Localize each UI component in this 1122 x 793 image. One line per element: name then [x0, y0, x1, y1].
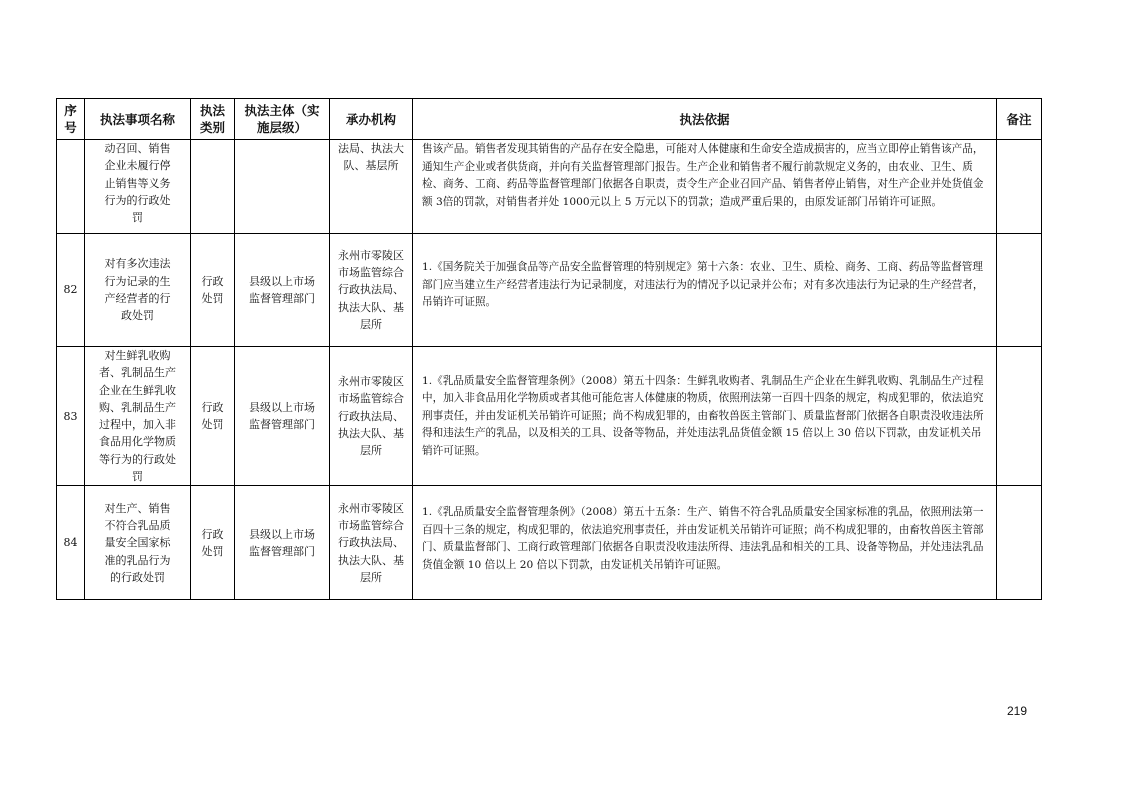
- item-name: 动召回、销售企业未履行停止销售等义务行为的行政处罚: [85, 140, 191, 234]
- row-number: [57, 140, 85, 234]
- header-category: 执法类别: [191, 99, 235, 140]
- item-name: 对有多次违法行为记录的生产经营者的行政处罚: [85, 234, 191, 347]
- item-remarks: [997, 140, 1042, 234]
- table-row: [57, 140, 1042, 234]
- item-subject: [235, 140, 330, 234]
- table-row: [57, 486, 1042, 600]
- row-number: 84: [57, 486, 85, 600]
- item-category: [191, 140, 235, 234]
- item-name: 对生鲜乳收购者、乳制品生产企业在生鲜乳收购、乳制品生产过程中，加入非食品用化学物质等行为的行政处罚: [85, 347, 191, 486]
- item-remarks: [997, 234, 1042, 347]
- item-name: 对生产、销售不符合乳品质量安全国家标准的乳品行为的行政处罚: [85, 486, 191, 600]
- row-number: 82: [57, 234, 85, 347]
- enforcement-items-table: [56, 98, 1042, 600]
- page-number: 219: [1007, 704, 1028, 718]
- item-category: 行政处罚: [191, 486, 235, 600]
- header-subject: 执法主体（实施层级）: [235, 99, 330, 140]
- item-org: 永州市零陵区市场监管综合行政执法局、执法大队、基层所: [330, 234, 413, 347]
- item-org: 法局、执法大队、基层所: [330, 140, 413, 234]
- item-remarks: [997, 486, 1042, 600]
- item-basis: 1.《乳品质量安全监督管理条例》（2008）第五十四条：生鲜乳收购者、乳制品生产企业在生鲜乳收购、乳制品生产过程中，加入非食品用化学物质或者其他可能危害人体健康的物质，依照刑法第一百四十四条的规定，构成犯罪的，依法追究刑事责任，并由发证机关吊销许可证照；尚不构成犯罪的，由畜牧兽医主管部门、质量监督部门依据各自职责没收违法所得和违法生产的乳品，以及相关的工具、设备等物品，并处违法乳品货值金额 15 倍以上 30 倍以下罚款，由发证机关吊销许可证照。: [413, 347, 997, 486]
- header-org: 承办机构: [330, 99, 413, 140]
- table-header-row: [57, 99, 1042, 140]
- item-basis: 1.《乳品质量安全监督管理条例》（2008）第五十五条：生产、销售不符合乳品质量安全国家标准的乳品，依照刑法第一百四十三条的规定，构成犯罪的，依法追究刑事责任，并由发证机关吊销许可证照；尚不构成犯罪的，由畜牧兽医主管部门、质量监督部门、工商行政管理部门依据各自职责没收违法所得、违法乳品和相关的工具、设备等物品，并处违法乳品货值金额 10 倍以上 20 倍以下罚款，由发证机关吊销许可证照。: [413, 486, 997, 600]
- header-remarks: 备注: [997, 99, 1042, 140]
- item-subject: 县级以上市场监督管理部门: [235, 486, 330, 600]
- item-org: 永州市零陵区市场监管综合行政执法局、执法大队、基层所: [330, 347, 413, 486]
- item-subject: 县级以上市场监督管理部门: [235, 234, 330, 347]
- item-category: 行政处罚: [191, 234, 235, 347]
- row-number: 83: [57, 347, 85, 486]
- header-name: 执法事项名称: [85, 99, 191, 140]
- header-basis: 执法依据: [413, 99, 997, 140]
- table-row: [57, 347, 1042, 486]
- item-remarks: [997, 347, 1042, 486]
- table-row: [57, 234, 1042, 347]
- header-no: 序号: [57, 99, 85, 140]
- item-subject: 县级以上市场监督管理部门: [235, 347, 330, 486]
- item-basis: 1.《国务院关于加强食品等产品安全监督管理的特别规定》第十六条：农业、卫生、质检、商务、工商、药品等监督管理部门应当建立生产经营者违法行为记录制度，对违法行为的情况予以记录并公布；对有多次违法行为记录的生产经营者，吊销许可证照。: [413, 234, 997, 347]
- item-category: 行政处罚: [191, 347, 235, 486]
- item-org: 永州市零陵区市场监管综合行政执法局、执法大队、基层所: [330, 486, 413, 600]
- item-basis: 售该产品。销售者发现其销售的产品存在安全隐患，可能对人体健康和生命安全造成损害的，应当立即停止销售该产品，通知生产企业或者供货商，并向有关监督管理部门报告。生产企业和销售者不履行前款规定义务的，由农业、卫生、质检、商务、工商、药品等监督管理部门依据各自职责，责令生产企业召回产品、销售者停止销售，对生产企业并处货值金额 3倍的罚款，对销售者并处 1000元以上 5 万元以下的罚款；造成严重后果的，由原发证部门吊销许可证照。: [413, 140, 997, 234]
